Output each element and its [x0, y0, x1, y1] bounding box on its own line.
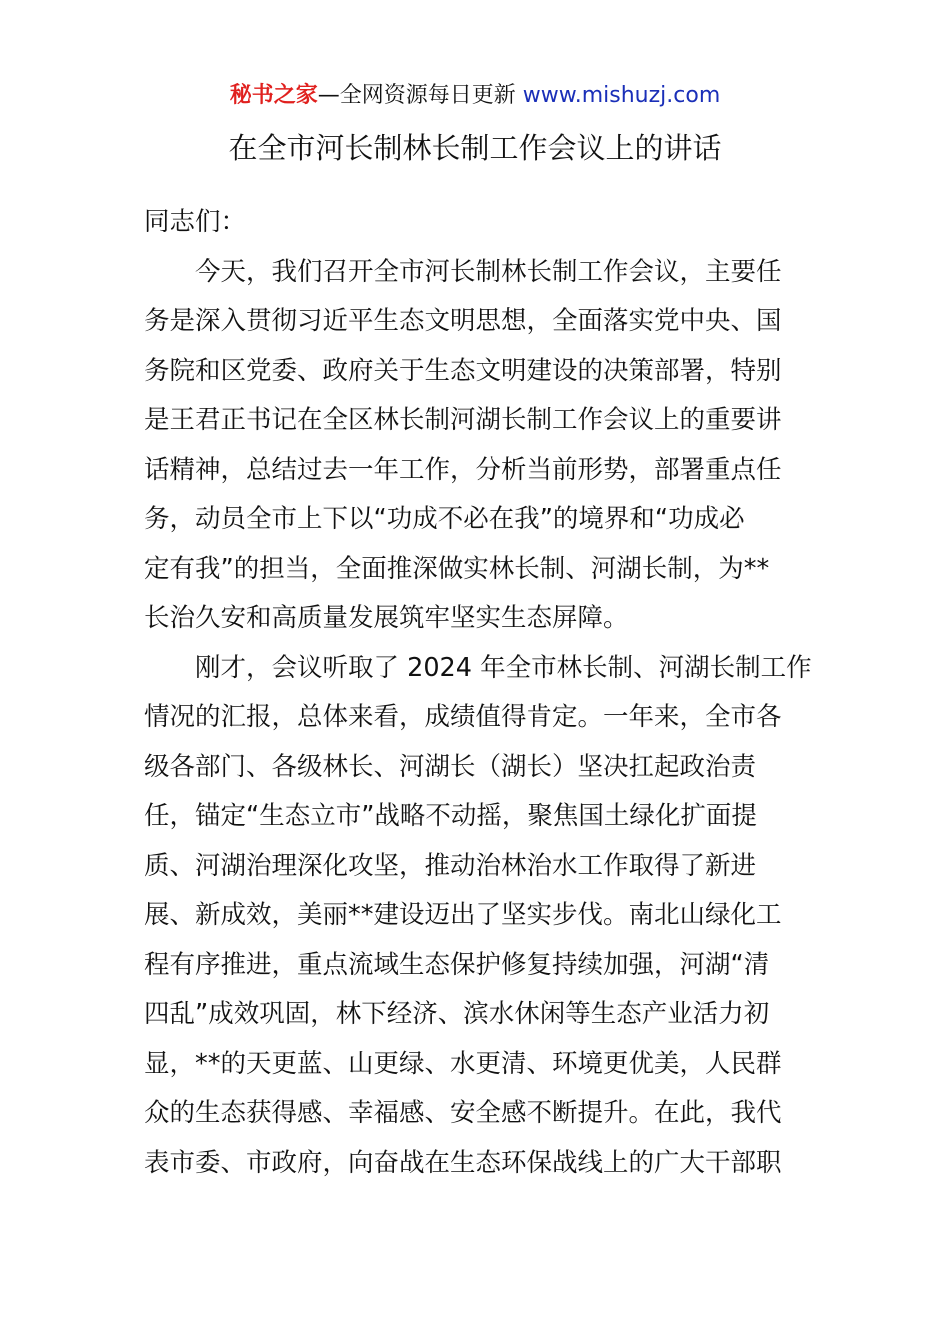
text-line: 程有序推进，重点流域生态保护修复持续加强，河湖“清 — [144, 949, 770, 980]
text-line: 务院和区党委、政府关于生态文明建设的决策部署，特别 — [144, 355, 782, 386]
text-line: 长治久安和高质量发展筑牢坚实生态屏障。 — [144, 603, 629, 633]
text-line: 众的生态获得感、幸福感、安全感不断提升。在此，我代 — [144, 1098, 782, 1128]
paragraph-1 — [144, 248, 808, 644]
brand-name: 秘书之家 — [229, 83, 318, 108]
text-line: 任，锚定“生态立市”战略不动摇，聚焦国土绿化扩面提 — [144, 801, 757, 831]
document-body — [144, 198, 812, 1188]
salutation: 同志们： — [144, 207, 247, 237]
text-line: 显，**的天更蓝、山更绿、水更清、环境更优美，人民群 — [144, 1048, 782, 1079]
site-tagline: —全网资源每日更新 — [317, 83, 516, 108]
text-line: 展、新成效，美丽**建设迈出了坚实步伐。南北山绿化工 — [144, 900, 782, 930]
text-line: 表市委、市政府，向奋战在生态环保战线上的广大干部职 — [144, 1147, 782, 1178]
text-line: 质、河湖治理深化攻坚，推动治林治水工作取得了新进 — [144, 850, 757, 881]
document-title: 在全市河长制林长制工作会议上的讲话 — [228, 131, 722, 165]
text-line: 务，动员全市上下以“功成不必在我”的境界和“功成必 — [144, 504, 745, 534]
text-line: 话精神，总结过去一年工作，分析当前形势，部署重点任 — [144, 454, 782, 485]
text-line: 级各部门、各级林长、河湖长（湖长）坚决扛起政治责 — [144, 751, 757, 782]
text-line: 四乱”成效巩固，林下经济、滨水休闲等生态产业活力初 — [144, 999, 770, 1029]
site-header — [0, 80, 950, 112]
site-url[interactable]: www.mishuzj.com — [522, 83, 721, 108]
text-line: 定有我”的担当，全面推深做实林长制、河湖长制，为** — [144, 553, 770, 584]
text-line: 务是深入贯彻习近平生态文明思想，全面落实党中央、国 — [144, 306, 782, 336]
paragraph-2 — [144, 644, 812, 1189]
text-line: 是王君正书记在全区林长制河湖长制工作会议上的重要讲 — [144, 405, 782, 435]
text-line: 今天，我们召开全市河长制林长制工作会议，主要任 — [195, 256, 782, 287]
text-line: 情况的汇报，总体来看，成绩值得肯定。一年来，全市各 — [144, 702, 782, 732]
text-line: 刚才，会议听取了 2024 年全市林长制、河湖长制工作 — [195, 652, 812, 683]
